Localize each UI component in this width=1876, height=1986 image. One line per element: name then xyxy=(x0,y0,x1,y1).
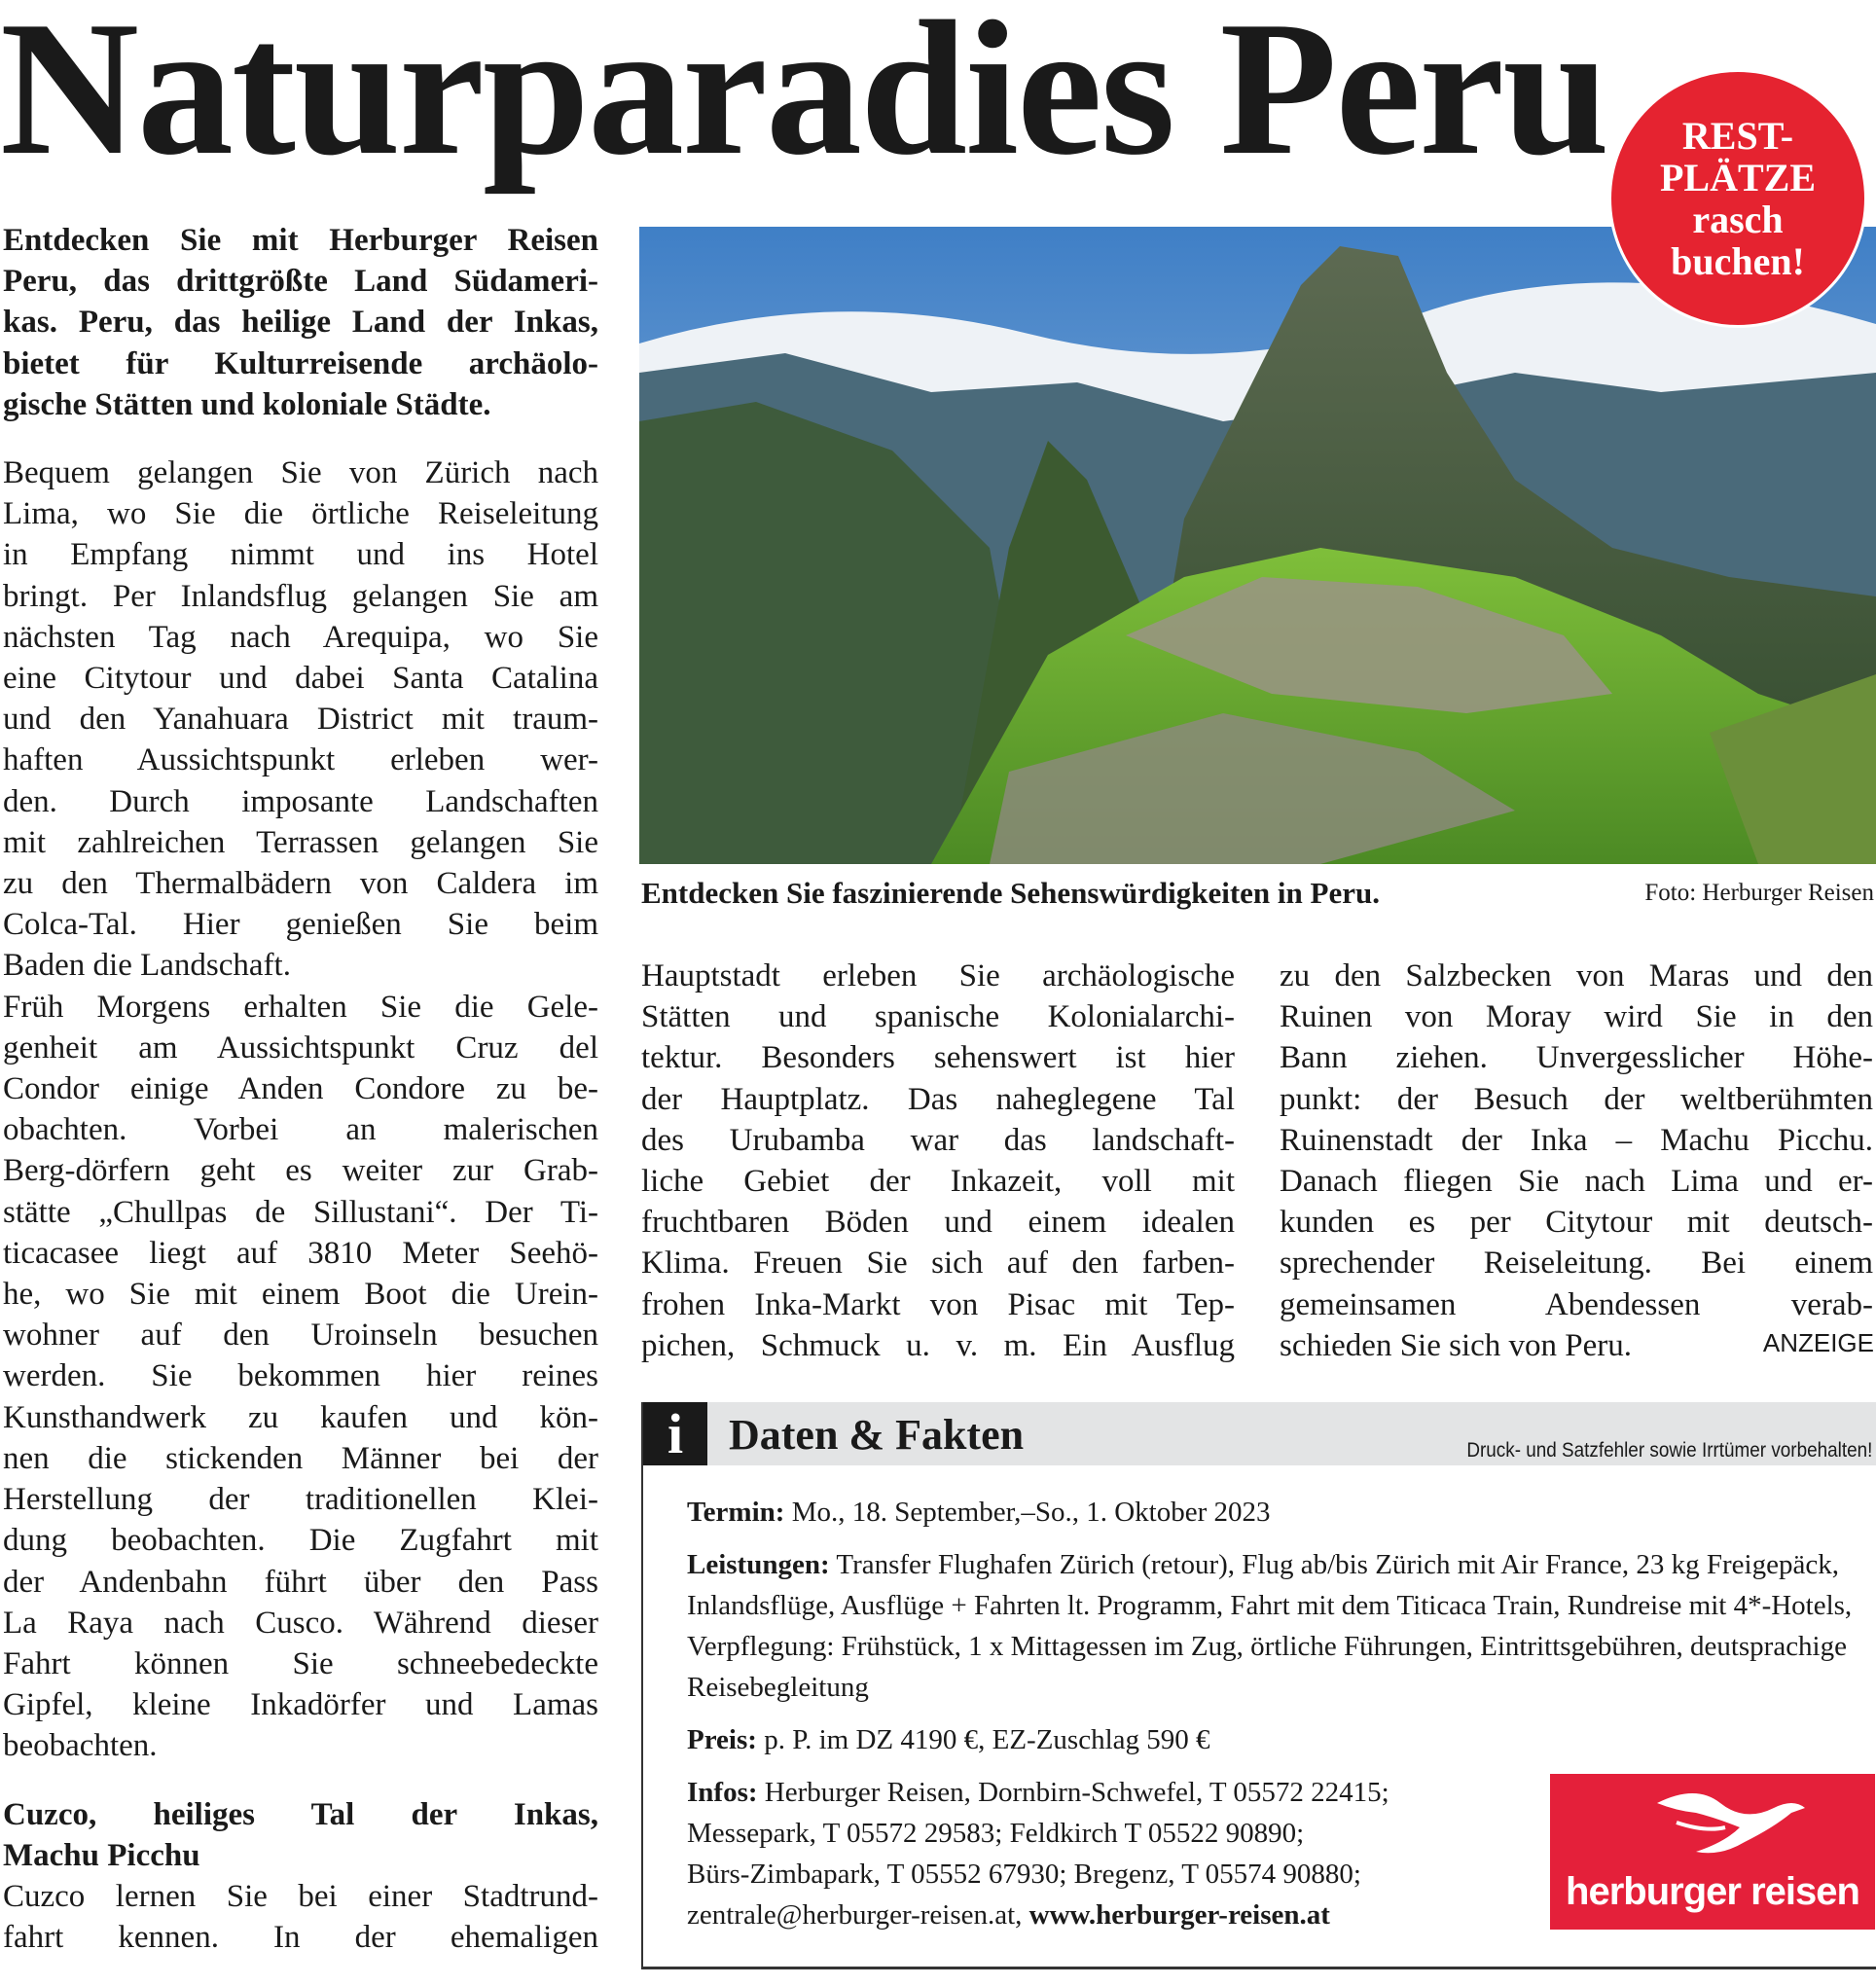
text-line: Herstellung der traditionellen Klei- xyxy=(3,1482,598,1518)
termin xyxy=(687,1492,1855,1533)
text-line: haften Aussichtspunkt erleben wer- xyxy=(3,742,598,778)
text-line: nächsten Tag nach Arequipa, wo Sie xyxy=(3,619,598,655)
email: zentrale@herburger-reisen.at, xyxy=(687,1899,1029,1931)
text-line: gemeinsamen Abendessen verab- xyxy=(1280,1286,1873,1322)
text-line: Klima. Freuen Sie sich auf den farben- xyxy=(641,1246,1235,1282)
text-line: und den Yanahuara District mit traum- xyxy=(3,702,598,738)
text-line: fruchtbaren Böden und einem idealen xyxy=(641,1205,1235,1241)
machu-picchu-photo xyxy=(639,227,1876,864)
text-line: zu den Salzbecken von Maras und den xyxy=(1280,958,1873,993)
photo-credit: Foto: Herburger Reisen xyxy=(1644,880,1874,906)
text-line: La Raya nach Cusco. Während dieser xyxy=(3,1605,598,1641)
article-column-left xyxy=(3,220,598,1958)
text-line: obachten. Vorbei an malerischen xyxy=(3,1112,598,1148)
facts-title: Daten & Fakten xyxy=(729,1411,1025,1459)
body-paragraph xyxy=(1280,956,1873,1366)
badge-line: rasch xyxy=(1692,198,1784,241)
bird-icon xyxy=(1550,1774,1875,1871)
value: Herburger Reisen, Dornbirn-Schwefel, T 05572 22415; xyxy=(764,1777,1389,1808)
text-line: schieden Sie sich von Peru. xyxy=(1280,1327,1633,1363)
text-line: Hauptstadt erleben Sie archäologische xyxy=(641,958,1235,993)
subheading xyxy=(3,1794,598,1876)
text-line: fahrt kennen. In der ehemaligen xyxy=(3,1920,598,1956)
text-line: Baden die Landschaft. xyxy=(3,948,291,984)
text-line: bietet für Kulturreisende archäolo- xyxy=(3,345,598,381)
badge-line: REST- xyxy=(1681,114,1794,158)
facts-box xyxy=(641,1402,1876,1969)
text-line: pichen, Schmuck u. v. m. Ein Ausflug xyxy=(641,1327,1235,1363)
intro-paragraph xyxy=(3,220,598,425)
text-line: nen die stickenden Männer bei der xyxy=(3,1440,598,1476)
badge-line: buchen! xyxy=(1671,239,1805,283)
text-line: Condor einige Anden Condore zu be- xyxy=(3,1071,598,1107)
text-line: bringt. Per Inlandsflug gelangen Sie am xyxy=(3,578,598,614)
text-line: mit zahlreichen Terrassen gelangen Sie xyxy=(3,824,598,860)
text-line: der Andenbahn führt über den Pass xyxy=(3,1564,598,1600)
text-line: kas. Peru, das heilige Land der Inkas, xyxy=(3,305,598,341)
text-line: Bann ziehen. Unvergesslicher Höhe- xyxy=(1280,1040,1873,1076)
article-column-right xyxy=(1280,956,1873,1366)
text-line: tektur. Besonders sehenswert ist hier xyxy=(641,1040,1235,1076)
value: Bürs-Zimbapark, T 05552 67930; Bregenz, T 05574 90880; xyxy=(687,1859,1361,1890)
value: Mo., 18. September,–So., 1. Oktober 2023 xyxy=(791,1497,1271,1528)
text-line: Danach fliegen Sie nach Lima und er- xyxy=(1280,1164,1873,1200)
text-line: genheit am Aussichtspunkt Cruz del xyxy=(3,1029,598,1065)
text-line: Cuzco lernen Sie bei einer Stadtrund- xyxy=(3,1878,598,1914)
label: Termin: xyxy=(687,1497,785,1528)
website-link[interactable]: www.herburger-reisen.at xyxy=(1028,1899,1330,1931)
body-paragraph xyxy=(3,1876,598,1958)
text-line: Ruinen von Moray wird Sie in den xyxy=(1280,999,1873,1035)
facts-header xyxy=(643,1402,1876,1465)
value: Transfer Flughafen Zürich (retour), Flug ab/bis Zürich mit Air France, 23 kg Freigepäck, Inlandsflüge, Ausflüge + Fahrten lt. Programm, Fahrt mit dem Titicaca Train, Rundreise mit 4*-Hotels, Verpflegung: Frühstück, 1 x Mittagessen im Zug, örtliche Führungen, Eintrittsgebühren, deutsprachige Reisebegleitung xyxy=(687,1549,1853,1703)
text-line: frohen Inka-Markt von Pisac mit Tep- xyxy=(641,1286,1235,1322)
text-line: stätte „Chullpas de Sillustani“. Der Ti- xyxy=(3,1194,598,1230)
text-line: sprechender Reiseleitung. Bei einem xyxy=(1280,1246,1873,1282)
text-line: Cuzco, heiliges Tal der Inkas, xyxy=(3,1796,598,1832)
text-line: liche Gebiet der Inkazeit, voll mit xyxy=(641,1164,1235,1200)
text-line: Bequem gelangen Sie von Zürich nach xyxy=(3,455,598,491)
logo-text: herburger reisen xyxy=(1566,1870,1859,1913)
text-line: ticacasee liegt auf 3810 Meter Seehö- xyxy=(3,1235,598,1271)
text-line: he, wo Sie mit einem Boot die Urein- xyxy=(3,1277,598,1313)
text-line: dung beobachten. Die Zugfahrt mit xyxy=(3,1523,598,1559)
value: Messepark, T 05572 29583; Feldkirch T 05522 90890; xyxy=(687,1818,1305,1849)
photo-caption: Entdecken Sie faszinierende Sehenswürdigkeiten in Peru. xyxy=(641,876,1380,910)
body-paragraph xyxy=(3,987,598,1767)
text-line: Früh Morgens erhalten Sie die Gele- xyxy=(3,989,598,1025)
preis xyxy=(687,1719,1855,1760)
text-line: Machu Picchu xyxy=(3,1837,200,1873)
text-line: gische Stätten und koloniale Städte. xyxy=(3,386,491,422)
text-line: Colca-Tal. Hier genießen Sie beim xyxy=(3,907,598,943)
body-paragraph xyxy=(3,452,598,987)
text-line: Gipfel, kleine Inkadörfer und Lamas xyxy=(3,1687,598,1723)
badge-line: PLÄTZE xyxy=(1659,156,1817,199)
text-line: werden. Sie bekommen hier reines xyxy=(3,1358,598,1394)
text-line: kunden es per Citytour mit deutsch- xyxy=(1280,1205,1873,1241)
body-paragraph xyxy=(641,956,1235,1366)
text-line: punkt: der Besuch der weltberühmten xyxy=(1280,1081,1873,1117)
disclaimer: Druck- und Satzfehler sowie Irrtümer vorbehalten! xyxy=(1465,1439,1872,1462)
text-line: Entdecken Sie mit Herburger Reisen xyxy=(3,223,598,258)
text-line: in Empfang nimmt und ins Hotel xyxy=(3,537,598,573)
value: p. P. im DZ 4190 €, EZ-Zuschlag 590 € xyxy=(764,1724,1210,1755)
text-line: eine Citytour und dabei Santa Catalina xyxy=(3,661,598,697)
label: Infos: xyxy=(687,1777,758,1808)
text-line: Peru, das drittgrößte Land Südameri- xyxy=(3,264,598,300)
text-line: der Hauptplatz. Das naheglegene Tal xyxy=(641,1081,1235,1117)
headline: Naturparadies Peru xyxy=(0,0,1608,195)
label: Leistungen: xyxy=(687,1549,830,1580)
text-line: Lima, wo Sie die örtliche Reiseleitung xyxy=(3,496,598,532)
text-line: Fahrt können Sie schneebedeckte xyxy=(3,1645,598,1681)
text-line: Ruinenstadt der Inka – Machu Picchu. xyxy=(1280,1122,1873,1158)
text-line: wohner auf den Uroinseln besuchen xyxy=(3,1318,598,1354)
text-line: des Urubamba war das landschaft- xyxy=(641,1122,1235,1158)
text-line: zu den Thermalbädern von Caldera im xyxy=(3,866,598,902)
label: Preis: xyxy=(687,1724,757,1755)
rest-plaetze-badge xyxy=(1608,69,1867,328)
info-icon: i xyxy=(643,1402,707,1465)
text-line: Stätten und spanische Kolonialarchi- xyxy=(641,999,1235,1035)
article-column-middle xyxy=(641,956,1235,1366)
ad-label: ANZEIGE xyxy=(1762,1328,1874,1357)
leistungen xyxy=(687,1544,1855,1708)
herburger-reisen-logo xyxy=(1550,1774,1875,1930)
text-line: Berg-dörfern geht es weiter zur Grab- xyxy=(3,1153,598,1189)
text-line: beobachten. xyxy=(3,1728,158,1764)
text-line: den. Durch imposante Landschaften xyxy=(3,783,598,819)
text-line: Kunsthandwerk zu kaufen und kön- xyxy=(3,1399,598,1435)
